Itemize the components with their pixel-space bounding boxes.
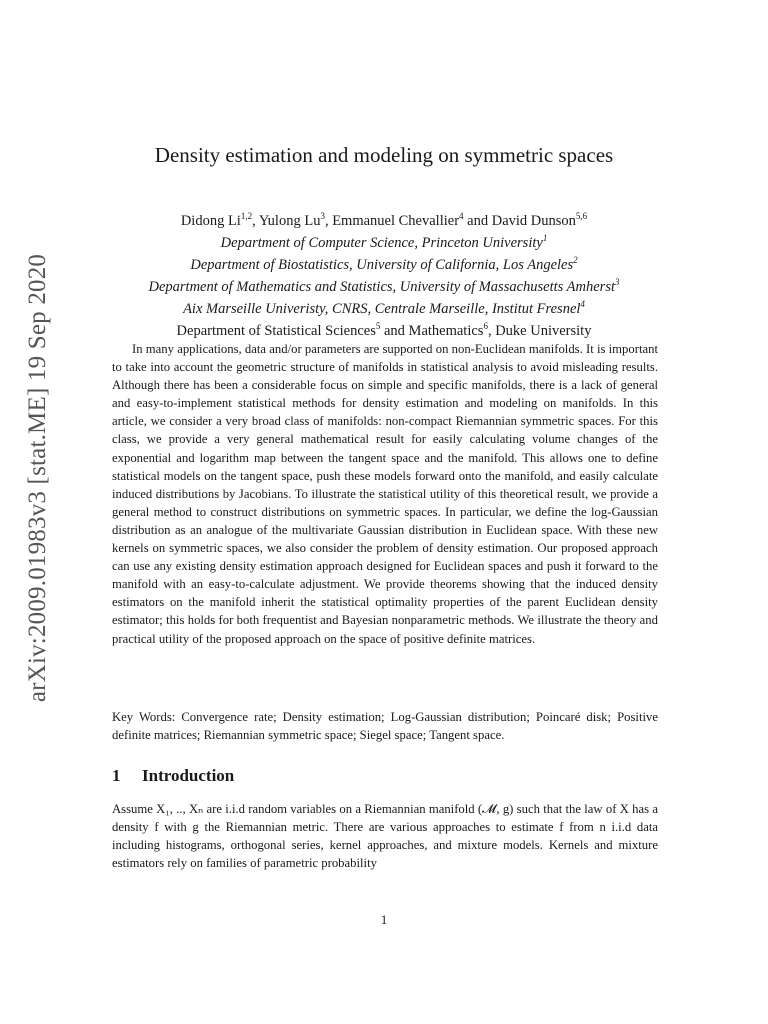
affiliation: Department of Biostatistics, University of California, Los Angeles$^2$ (190, 255, 578, 273)
author-name: Didong Li (180, 213, 241, 229)
author-name: David Dunson (491, 213, 576, 229)
page-number: 1 (380, 913, 388, 927)
author-name: Yulong Lu (258, 213, 321, 229)
keywords: Key Words: Convergence rate; Density estimation; Log-Gaussian distribution; Poincaré disk; Positive definite matrices; Riemannian symmetric space; Siegel space; Tangent space. (112, 710, 658, 743)
abstract (112, 340, 658, 648)
affiliation: Department of Statistical Sciences$^5$ and Mathematics$^6$, Duke University (176, 321, 592, 339)
affiliation: Aix Marseille Univeristy, CNRS, Centrale Marseille, Institut Fresnel$^4$ (183, 299, 585, 317)
abstract-text: In many applications, data and/or parameters are supported on non-Euclidean manifolds. It is important to take into account the geometric structure of manifolds in statistical analysis to avoid misleading results. Although there has been a considerable focus on simple and specific manifolds, there is a lack of general and easy-to-implement statistical methods for density estimation and modeling on manifolds. In this article, we consider a very broad class of manifolds: non-compact Riemannian symmetric spaces. For this class, we provide a very general mathematical result for easily calculating volume changes of the exponential and logarithm map between the tangent space and the manifold. This allows one to define statistical models on the tangent space, push these models forward onto the manifold, and easily calculate induced distributions by Jacobians. To illustrate the statistical utility of this theoretical result, we provide a general method to construct distributions on symmetric spaces. In particular, we define the log-Gaussian distribution as an analogue of the multivariate Gaussian distribution in Euclidean space. With these new kernels on symmetric spaces, we also consider the problem of density estimation. Our proposed approach can use any existing density estimation approach designed for Euclidean spaces and push it forward to the manifold with an easy-to-calculate adjustment. We provide theorems showing that the induced density estimators on the manifold inherit the statistical optimality properties of the parent Euclidean density estimator; this holds for both frequentist and Bayesian nonparametric methods. We illustrate the theory and practical utility of the proposed approach on the space of positive definite matrices. (112, 342, 658, 646)
arxiv-identifier: arXiv:2009.01983v3 [stat.ME] 19 Sep 2020 (24, 253, 51, 703)
affiliation: Department of Computer Science, Princeton University$^1$ (220, 233, 548, 251)
section-number: 1 (112, 766, 121, 785)
section-heading (112, 766, 234, 786)
author-name: Emmanuel Chevallier (332, 213, 460, 229)
section-title: Introduction (142, 766, 235, 785)
author-line: Didong Li$^{1,2}$, Yulong Lu$^3$, Emmanuel Chevallier$^4$ and David Dunson$^{5,6}$ (180, 211, 588, 229)
author-block (110, 210, 658, 342)
paragraph: Assume X₁, .., Xₙ are i.i.d random variables on a Riemannian manifold (𝓜, g) such that the law of X has a density f with g the Riemannian metric. There are various approaches to estimate f from n i.i.d data including histograms, orthogonal series, kernel approaches, and mixture models. Kernels and mixture estimators rely on families of parametric probability (112, 802, 658, 871)
introduction-body (112, 800, 658, 872)
affiliation: Department of Mathematics and Statistics, University of Massachusetts Amherst$^3$ (148, 277, 620, 295)
paper-title: Density estimation and modeling on symmetric spaces (154, 143, 614, 167)
arxiv-sidebar-stamp (14, 253, 62, 703)
